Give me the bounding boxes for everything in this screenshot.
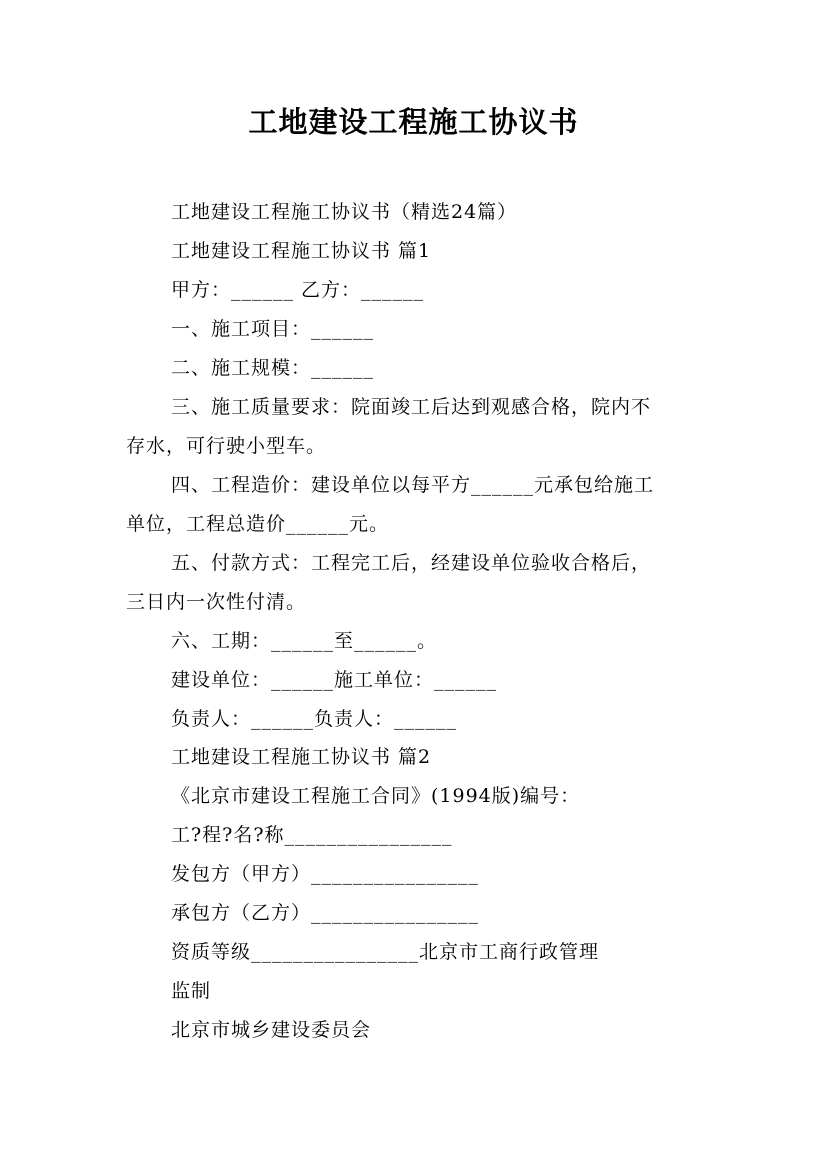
clause-quality: 三、施工质量要求：院面竣工后达到观感合格，院内不 <box>171 396 652 418</box>
clause-cost: 四、工程造价：建设单位以每平方______元承包给施工 <box>171 474 655 496</box>
subtitle-line: 工地建设工程施工协议书（精选24篇） <box>171 201 518 223</box>
project-name-line: 工?程?名?称________________ <box>171 824 453 846</box>
document-title: 工地建设工程施工协议书 <box>248 105 579 139</box>
contractor-line: 承包方（乙方）________________ <box>171 902 480 924</box>
qualification-line: 资质等级________________北京市工商行政管理 <box>171 941 600 963</box>
clause-project: 一、施工项目：______ <box>171 318 375 340</box>
supervision-line: 监制 <box>171 980 212 1002</box>
clause-quality-cont: 存水，可行驶小型车。 <box>126 435 327 457</box>
signature-persons: 负责人：______负责人：______ <box>171 708 458 730</box>
contract-name-line: 《北京市建设工程施工合同》(1994版)编号： <box>171 785 581 807</box>
clause-payment-cont: 三日内一次性付清。 <box>126 591 307 613</box>
employer-line: 发包方（甲方）________________ <box>171 863 480 885</box>
committee-line: 北京市城乡建设委员会 <box>171 1019 372 1041</box>
section-heading-2: 工地建设工程施工协议书 篇2 <box>171 746 432 768</box>
parties-line: 甲方：______ 乙方：______ <box>171 279 425 301</box>
section-heading-1: 工地建设工程施工协议书 篇1 <box>171 240 432 262</box>
signature-units: 建设单位：______施工单位：______ <box>171 669 498 691</box>
clause-scale: 二、施工规模：______ <box>171 357 375 379</box>
clause-payment: 五、付款方式：工程完工后，经建设单位验收合格后， <box>171 552 652 574</box>
clause-schedule: 六、工期：______至______。 <box>171 630 438 652</box>
clause-cost-cont: 单位，工程总造价______元。 <box>126 513 390 535</box>
